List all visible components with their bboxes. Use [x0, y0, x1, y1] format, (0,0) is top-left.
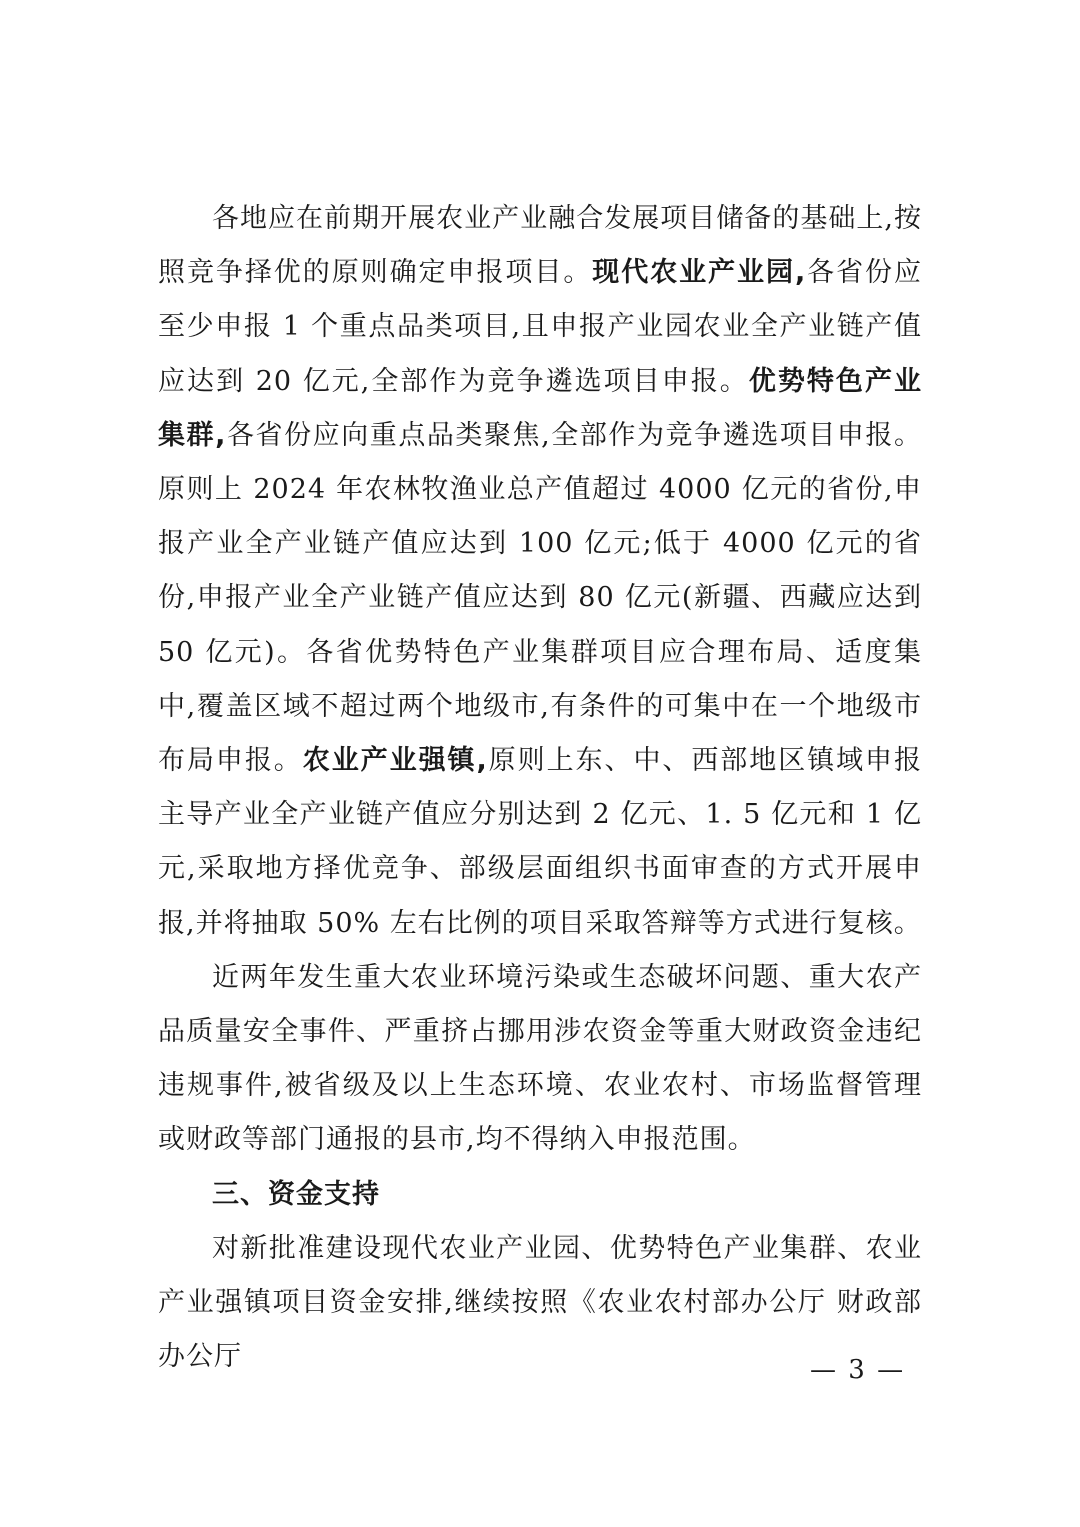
document-body [158, 192, 922, 1384]
bold-term-industry-town: 农业产业强镇, [302, 745, 488, 777]
page-number: — 3 — [810, 1355, 906, 1385]
segment: 各地应在前期开展农业产业融合发展项目储备的基础上,按照竞争择优的原则确定申报项目。 [158, 203, 922, 289]
section-heading: 三、资金支持 [212, 1178, 380, 1210]
bold-term-modern-park: 现代农业产业园, [592, 257, 807, 289]
segment: 近两年发生重大农业环境污染或生态破坏问题、重大农产品质量安全事件、严重挤占挪用涉农资金等重大财政资金违纪违规事件,被省级及以上生态环境、农业农村、市场监督管理或财政等部门通报的县市,均不得纳入申报范围。 [158, 961, 922, 1156]
paragraph-project-selection [158, 192, 922, 951]
paragraph-funding: 对新批准建设现代农业产业园、优势特色产业集群、农业产业强镇项目资金安排,继续按照《农业农村部办公厅 财政部办公厅 [158, 1232, 922, 1373]
bold-term-industry-cluster: 优势特色产业集群, [158, 365, 922, 451]
segment: 各省份应至少申报 1 个重点品类项目,且申报产业园农业全产业链产值应达到 20 亿元,全部作为竞争遴选项目申报。 [158, 257, 923, 397]
paragraph-exclusion [158, 951, 922, 1168]
segment: 原则上东、中、西部地区镇域申报主导产业全产业链产值应分别达到 2 亿元、1. 5 亿元和 1 亿元,采取地方择优竞争、部级层面组织书面审查的方式开展申报,并将抽取 50% 左右比例的项目采取答辩等方式进行复核。 [158, 745, 923, 939]
segment: 各省份应向重点品类聚焦,全部作为竞争遴选项目申报。原则上 2024 年农林牧渔业总产值超过 4000 亿元的省份,申报产业全产业链产值应达到 100 亿元;低于 4000 亿元的省份,申报产业全产业链产值应达到 80 亿元(新疆、西藏应达到 50 亿元)。各省优势特色产业集群项目应合理布局、适度集中,覆盖区域不超过两个地级市,有条件的可集中在一个地级市布局申报。 [158, 419, 922, 777]
